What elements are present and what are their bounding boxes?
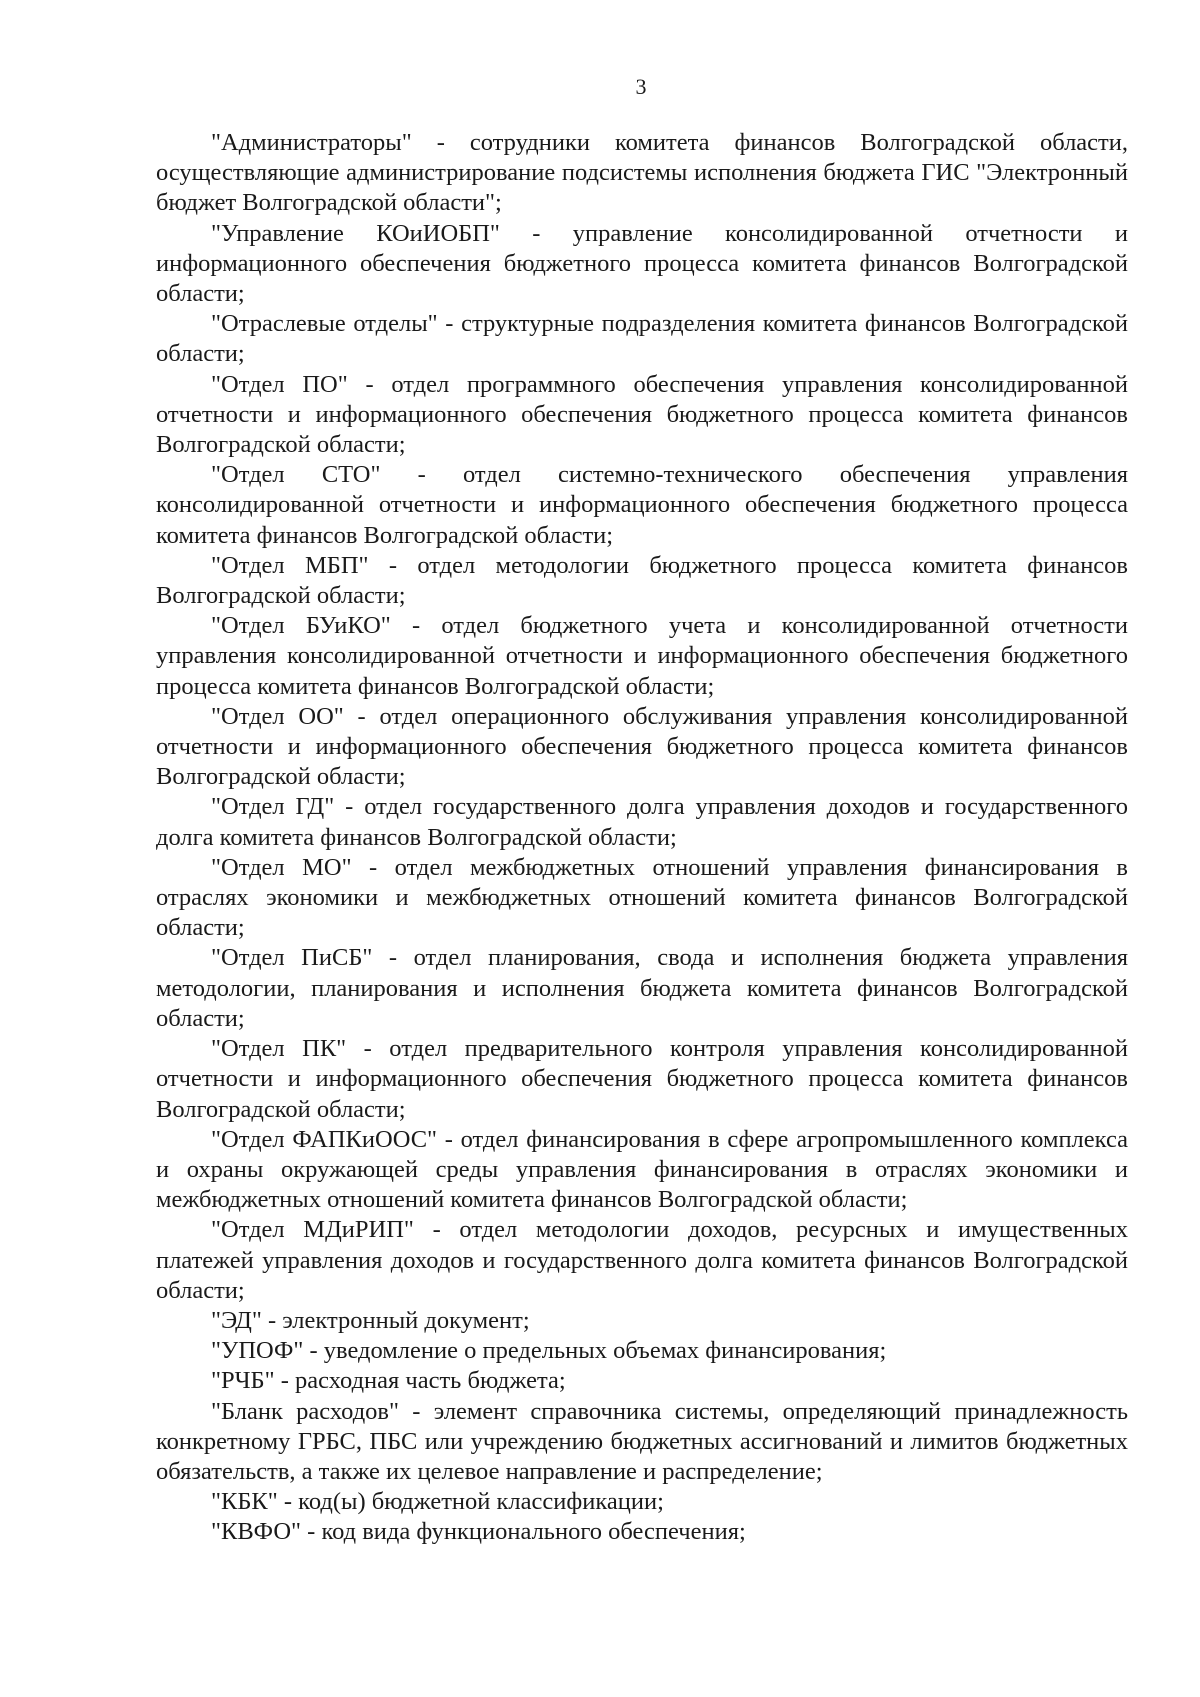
definition-item: "Бланк расходов" - элемент справочника системы, определяющий принадлежность конкретному ГРБС, ПБС или учреждению бюджетных ассигнований и лимитов бюджетных обязательств, а также их целевое направление и распределение; bbox=[156, 1397, 1128, 1485]
definition-item: "РЧБ" - расходная часть бюджета; bbox=[211, 1367, 566, 1395]
definition-item: "Отраслевые отделы" - структурные подразделения комитета финансов Волгоградской области; bbox=[156, 310, 1128, 368]
definition-item: "Отдел БУиКО" - отдел бюджетного учета и консолидированной отчетности управления консолидированной отчетности и информационного обеспечения бюджетного процесса комитета финансов Волгоградской области; bbox=[156, 612, 1128, 700]
definition-item: "Управление КОиИОБП" - управление консолидированной отчетности и информационного обеспечения бюджетного процесса комитета финансов Волгоградской области; bbox=[156, 219, 1128, 308]
definition-item: "УПОФ" - уведомление о предельных объемах финансирования; bbox=[211, 1337, 887, 1365]
page-number: 3 bbox=[635, 74, 647, 99]
definition-item: "Отдел ПО" - отдел программного обеспечения управления консолидированной отчетности и информационного обеспечения бюджетного процесса комитета финансов Волгоградской области; bbox=[156, 370, 1128, 459]
definition-item: "Отдел МО" - отдел межбюджетных отношений управления финансирования в отраслях экономики и межбюджетных отношений комитета финансов Волгоградской области; bbox=[156, 853, 1128, 942]
definition-item: "Отдел ПиСБ" - отдел планирования, свода и исполнения бюджета управления методологии, планирования и исполнения бюджета комитета финансов Волгоградской области; bbox=[156, 944, 1128, 1032]
definition-item: "Отдел ГД" - отдел государственного долга управления доходов и государственного долга комитета финансов Волгоградской области; bbox=[156, 793, 1128, 851]
definition-item: "Администраторы" - сотрудники комитета финансов Волгоградской области, осуществляющие администрирование подсистемы исполнения бюджета ГИС "Электронный бюджет Волгоградской области"; bbox=[156, 129, 1128, 217]
definition-item: "Отдел ОО" - отдел операционного обслуживания управления консолидированной отчетности и информационного обеспечения бюджетного процесса комитета финансов Волгоградской области; bbox=[156, 702, 1128, 791]
definition-item: "Отдел ФАПКиООС" - отдел финансирования в сфере агропромышленного комплекса и охраны окружающей среды управления финансирования в отраслях экономики и межбюджетных отношений комитета финансов Волгоградской области; bbox=[156, 1125, 1128, 1214]
definition-item: "Отдел МДиРИП" - отдел методологии доходов, ресурсных и имущественных платежей управления доходов и государственного долга комитета финансов Волгоградской области; bbox=[156, 1216, 1128, 1304]
definition-item: "КВФО" - код вида функционального обеспечения; bbox=[211, 1518, 746, 1546]
definition-item: "Отдел ПК" - отдел предварительного контроля управления консолидированной отчетности и информационного обеспечения бюджетного процесса комитета финансов Волгоградской области; bbox=[156, 1035, 1128, 1123]
definitions-list bbox=[156, 128, 1128, 1548]
definition-item: "ЭД" - электронный документ; bbox=[211, 1306, 530, 1334]
definition-item: "Отдел СТО" - отдел системно-технического обеспечения управления консолидированной отчетности и информационного обеспечения бюджетного процесса комитета финансов Волгоградской области; bbox=[156, 461, 1128, 549]
definition-item: "Отдел МБП" - отдел методологии бюджетного процесса комитета финансов Волгоградской области; bbox=[156, 551, 1128, 610]
definition-item: "КБК" - код(ы) бюджетной классификации; bbox=[211, 1488, 664, 1516]
